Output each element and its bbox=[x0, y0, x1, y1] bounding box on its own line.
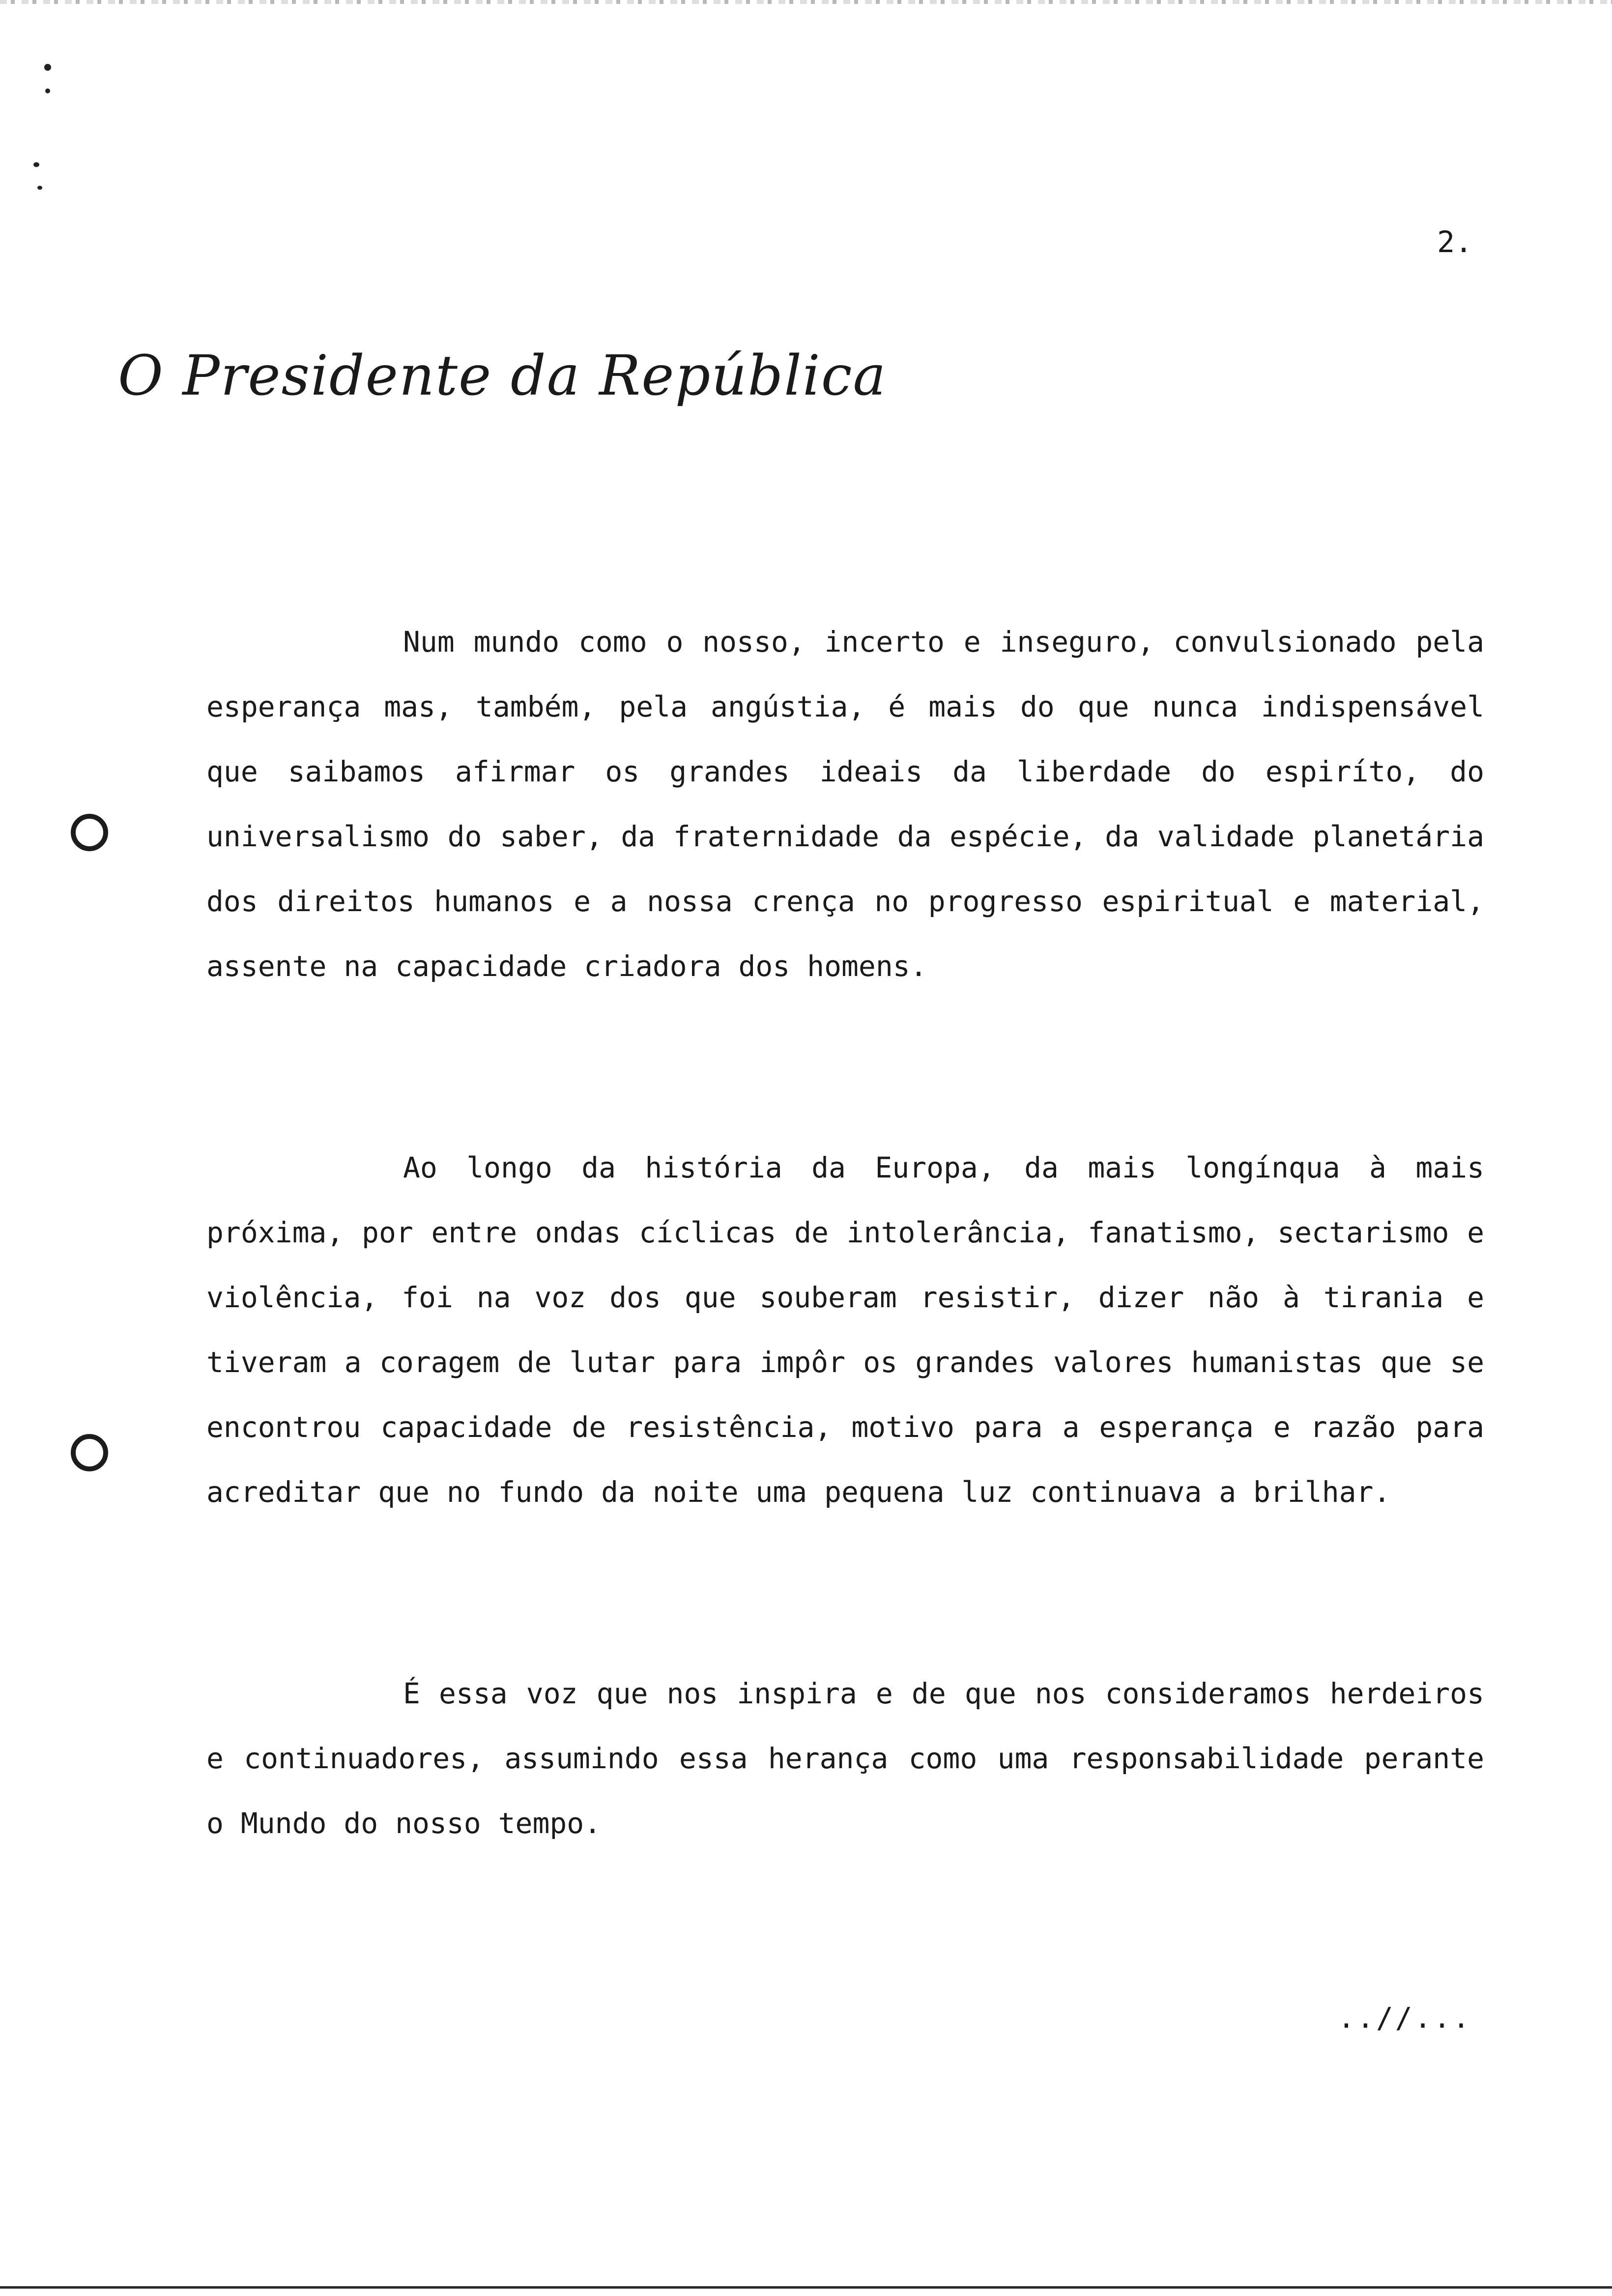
punch-hole-bottom bbox=[71, 1434, 108, 1471]
paragraph-1 bbox=[206, 609, 1484, 999]
scan-speck bbox=[37, 186, 42, 190]
paragraph-text: Num mundo como o nosso, incerto e inseguro, convulsionado pela esperança mas, também, pela angústia, é mais do que nunca indispensável que saibamos afirmar os grandes ideais da liberdade do espiríto, do universalismo do saber, da fraternidade da espécie, da validade planetária dos direitos humanos e a nossa crença no progresso espiritual e material, assente na capacidade criadora dos homens. bbox=[206, 625, 1484, 983]
paragraph-2 bbox=[206, 1135, 1484, 1524]
scan-speck bbox=[45, 88, 50, 93]
punch-hole-top bbox=[71, 814, 108, 851]
paragraph-text: Ao longo da história da Europa, da mais longínqua à mais próxima, por entre ondas cíclicas de intolerância, fanatismo, sectarismo e violência, foi na voz dos que souberam resistir, dizer não à tirania e tiveram a coragem de lutar para impôr os grandes valores humanistas que se encontrou capacidade de resistência, motivo para a esperança e razão para acreditar que no fundo da noite uma pequena luz continuava a brilhar. bbox=[206, 1151, 1484, 1509]
scan-speck bbox=[44, 64, 51, 71]
continuation-mark: ..//... bbox=[1338, 2001, 1472, 2035]
letterhead-signature: O Presidente da República bbox=[118, 344, 887, 408]
page-number: 2. bbox=[1437, 225, 1473, 259]
paragraph-3 bbox=[206, 1661, 1484, 1856]
scan-bottom-edge bbox=[0, 2286, 1612, 2289]
scan-top-edge bbox=[0, 0, 1612, 4]
scan-speck bbox=[33, 162, 39, 167]
paragraph-text: É essa voz que nos inspira e de que nos consideramos herdeiros e continuadores, assumindo essa herança como uma responsabilidade perante o Mundo do nosso tempo. bbox=[206, 1677, 1484, 1840]
